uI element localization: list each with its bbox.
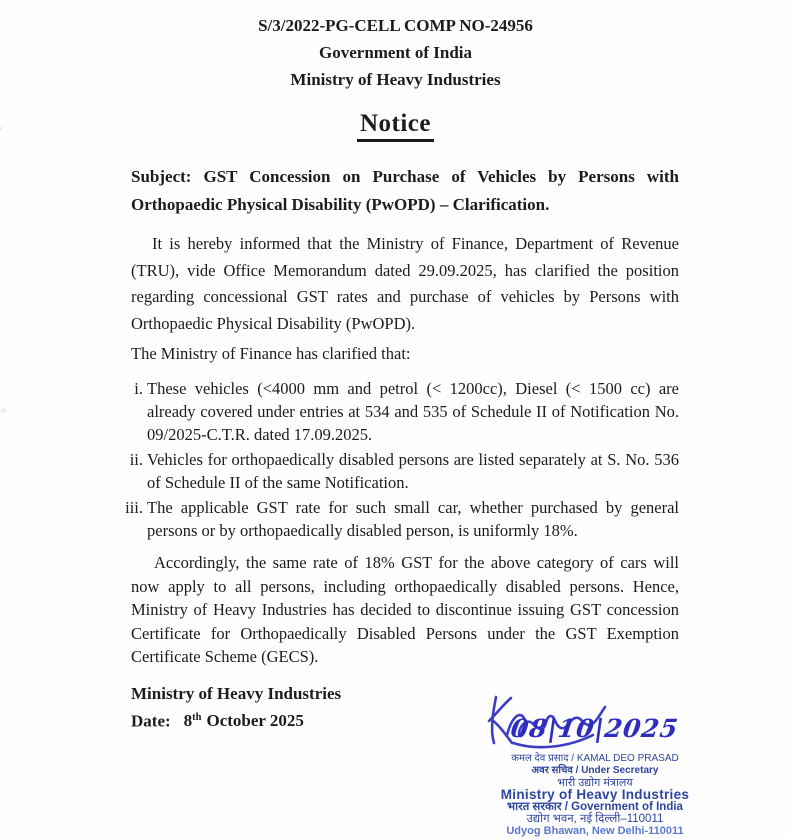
list-item-iii (125, 496, 679, 542)
clarification-list (125, 377, 679, 542)
list-text-ii: Vehicles for orthopaedically disabled persons are listed separately at S. No. 536 of Schedule II of the same Notification. (147, 450, 679, 492)
subject-line: Subject: GST Concession on Purchase of Vehicles by Persons with Orthopaedic Physical Disability (PwOPD) – Clarification. (131, 167, 679, 214)
notice-title: Notice (357, 110, 434, 142)
handwritten-date: 08|10|2025 (508, 714, 681, 743)
officer-stamp (445, 753, 745, 837)
date-rest: October 2025 (206, 711, 304, 731)
closing-paragraph: Accordingly, the same rate of 18% GST for the above category of cars will now apply to all persons, including orthopaedically disabled persons. Hence, Ministry of Heavy Industries has decided to discontinue issuing GST concession Certificate for Orthopaedically Disabled Persons under the GST Exemption Certificate Scheme (GECS). (131, 553, 679, 666)
list-marker-iii: iii. (125, 498, 143, 517)
sign-off-block (131, 682, 341, 733)
sign-off-ministry: Ministry of Heavy Industries (131, 684, 342, 703)
stamp-government: भारत सरकार / Government of India (507, 801, 683, 813)
government-line: Government of India (319, 43, 472, 62)
date-ordinal: th (192, 711, 202, 723)
ministry-line: Ministry of Heavy Industries (290, 70, 501, 89)
list-item-ii (129, 448, 679, 494)
date-line (131, 706, 341, 733)
list-text-i: These vehicles (<4000 mm and petrol (< 1200cc), Diesel (< 1500 cc) are already covered under entries at 534 and 535 of Schedule II of Notification No. 09/2025-C.T.R. dated 17.09.2025. (147, 379, 679, 444)
list-text-iii: The applicable GST rate for such small car, whether purchased by general persons or by orthopaedically disabled person, is uniformly 18%. (147, 498, 679, 540)
stamp-ministry-hindi: भारी उद्योग मंत्रालय (557, 777, 633, 789)
stamp-address-hindi: उद्योग भवन, नई दिल्ली–110011 (526, 813, 664, 825)
stamp-ministry-english: Ministry of Heavy Industries (500, 787, 690, 802)
date-label: Date: (131, 711, 171, 731)
document-header (0, 0, 791, 93)
stamp-officer-name: कमल देव प्रसाद / KAMAL DEO PRASAD (511, 753, 679, 764)
intro-paragraph: It is hereby informed that the Ministry of Finance, Department of Revenue (TRU), vide Office Memorandum dated 29.09.2025, has clarified the position regarding concessional GST rates and purchase of vehicles by Persons with Orthopaedic Physical Disability (PwOPD). (131, 234, 679, 333)
list-marker-i: i. (134, 379, 143, 398)
list-item-i (134, 377, 679, 446)
clarify-paragraph: The Ministry of Finance has clarified that: (131, 344, 411, 363)
notice-body (125, 163, 679, 669)
list-marker-ii: ii. (129, 450, 143, 469)
scan-artifact (0, 615, 4, 624)
reference-number: S/3/2022-PG-CELL COMP NO-24956 (258, 16, 533, 35)
date-day: 8 (183, 711, 193, 731)
title-row (0, 110, 791, 142)
scan-artifact (1, 408, 6, 413)
stamp-address-english: Udyog Bhawan, New Delhi-110011 (506, 825, 684, 837)
stamp-designation: अवर सचिव / Under Secretary (531, 765, 659, 776)
